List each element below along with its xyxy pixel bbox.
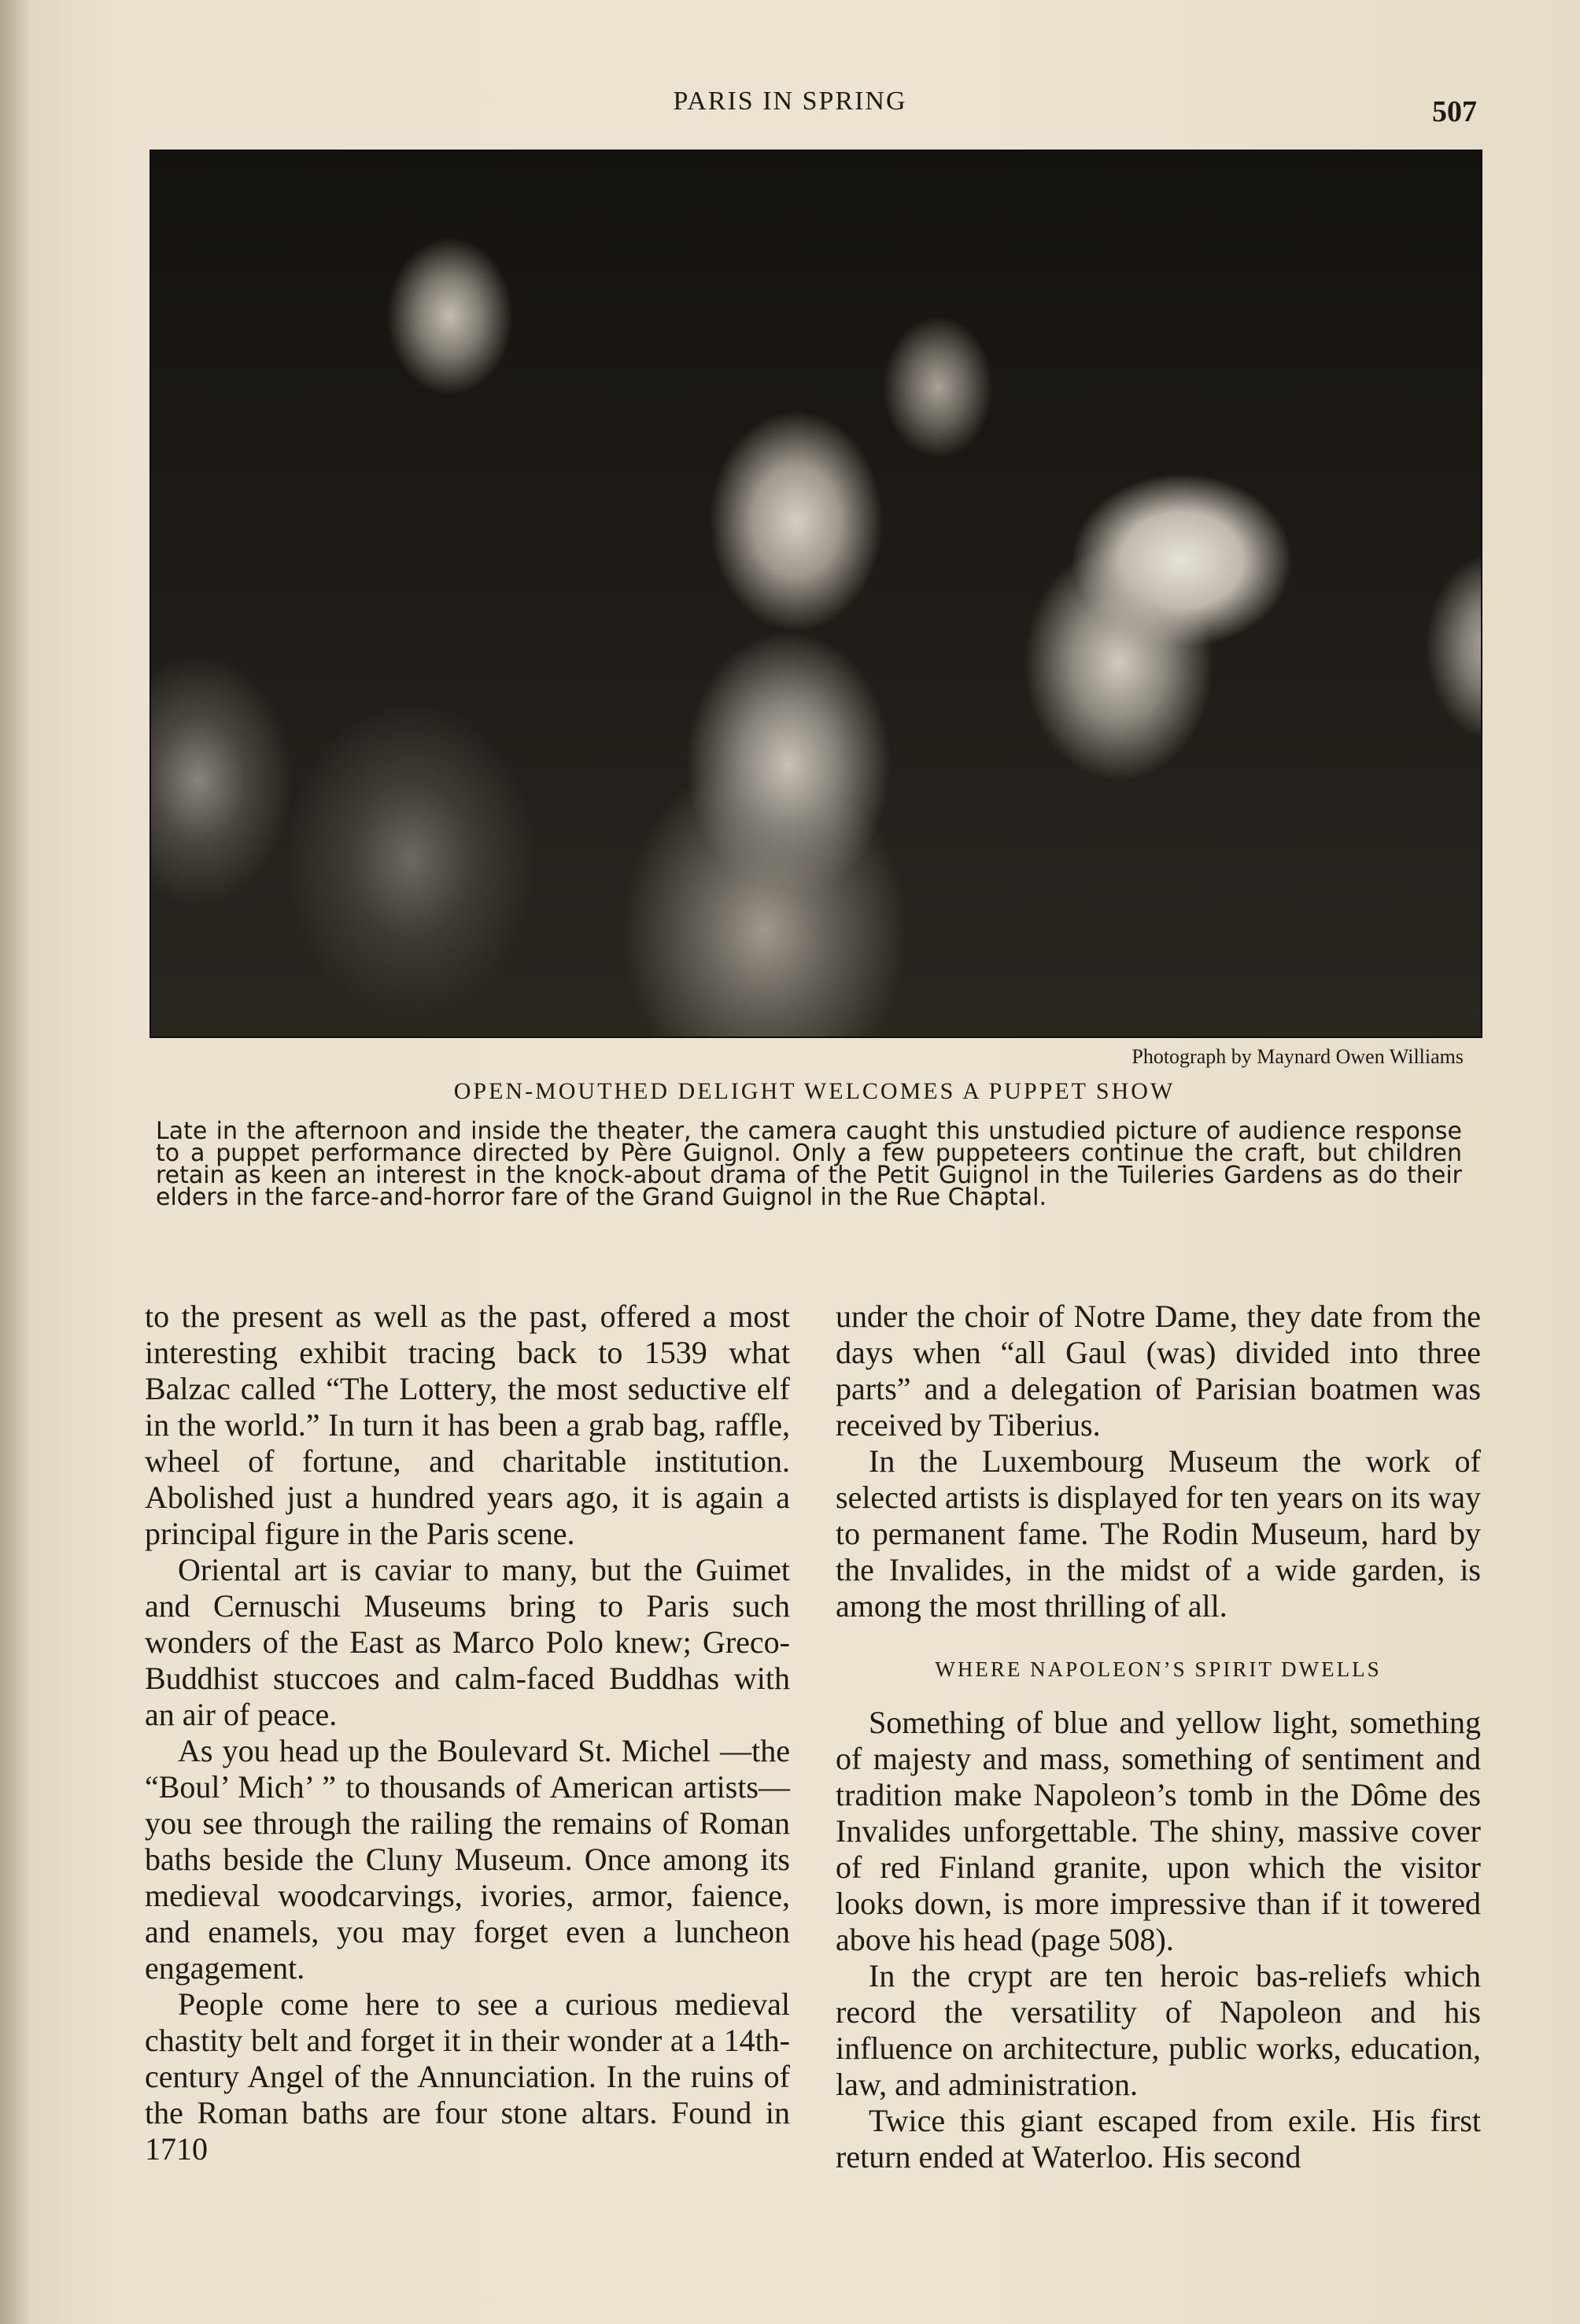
page-number: 507 xyxy=(1432,95,1477,128)
photo-credit: Photograph by Maynard Owen Williams xyxy=(1131,1045,1464,1068)
right-column xyxy=(836,1299,1481,2175)
paragraph: People come here to see a curious medieval chastity belt and forget it in their wonder at a 14th-century Angel of the Annunciation. In the ruins of the Roman baths are four stone altars. Found in 1710 xyxy=(145,1986,790,2167)
left-column xyxy=(145,1299,790,2167)
section-subhead: WHERE NAPOLEON’S SPIRIT DWELLS xyxy=(935,1657,1382,1681)
paragraph: In the Luxembourg Museum the work of selected artists is displayed for ten years on its way to permanent fame. The Rodin Museum, hard by the Invalides, in the midst of a wide garden, is among the most thrilling of all. xyxy=(836,1443,1481,1624)
caption-title: OPEN-MOUTHED DELIGHT WELCOMES A PUPPET SHOW xyxy=(453,1078,1176,1104)
paragraph: In the crypt are ten heroic bas-reliefs which record the versatility of Napoleon and his influence on architecture, public works, education, law, and administration. xyxy=(836,1958,1481,2102)
puppet-show-photo xyxy=(150,150,1482,1038)
paragraph: Something of blue and yellow light, something of majesty and mass, something of sentiment and tradition make Napoleon’s tomb in the Dôme des Invalides unforgettable. The shiny, massive cover of red Finland granite, upon which the visitor looks down, is more impressive than if it towered above his head (page 508). xyxy=(836,1705,1481,1957)
paragraph: to the present as well as the past, offered a most interesting exhibit tracing back to 1539 what Balzac called “The Lottery, the most seductive elf in the world.” In turn it has been a grab bag, raffle, wheel of fortune, and charitable institution. Abolished just a hundred years ago, it is again a principal figure in the Paris scene. xyxy=(145,1299,790,1551)
spine-shadow xyxy=(0,0,31,2324)
paragraph: As you head up the Boulevard St. Michel —the “Boul’ Mich’ ” to thousands of American artists—you see through the railing the remains of Roman baths beside the Cluny Museum. Once among its medieval woodcarvings, ivories, armor, faience, and enamels, you may forget even a luncheon engagement. xyxy=(145,1733,790,1986)
caption-body: Late in the afternoon and inside the theater, the camera caught this unstudied picture of audience response to a puppet performance directed by Père Guignol. Only a few puppeteers continue the craft, but children retain as keen an interest in the knock-about drama of the Petit Guignol in the Tuileries Gardens as do their elders in the farce-and-horror fare of the Grand Guignol in the Rue Chaptal. xyxy=(156,1118,1462,1211)
running-head: PARIS IN SPRING xyxy=(673,87,907,116)
paragraph: Twice this giant escaped from exile. His first return ended at Waterloo. His second xyxy=(836,2103,1481,2174)
paragraph: Oriental art is caviar to many, but the Guimet and Cernuschi Museums bring to Paris such wonders of the East as Marco Polo knew; Greco-Buddhist stuccoes and calm-faced Buddhas with an air of peace. xyxy=(145,1552,790,1732)
paragraph: under the choir of Notre Dame, they date from the days when “all Gaul (was) divided into three parts” and a delegation of Parisian boatmen was received by Tiberius. xyxy=(836,1299,1481,1443)
